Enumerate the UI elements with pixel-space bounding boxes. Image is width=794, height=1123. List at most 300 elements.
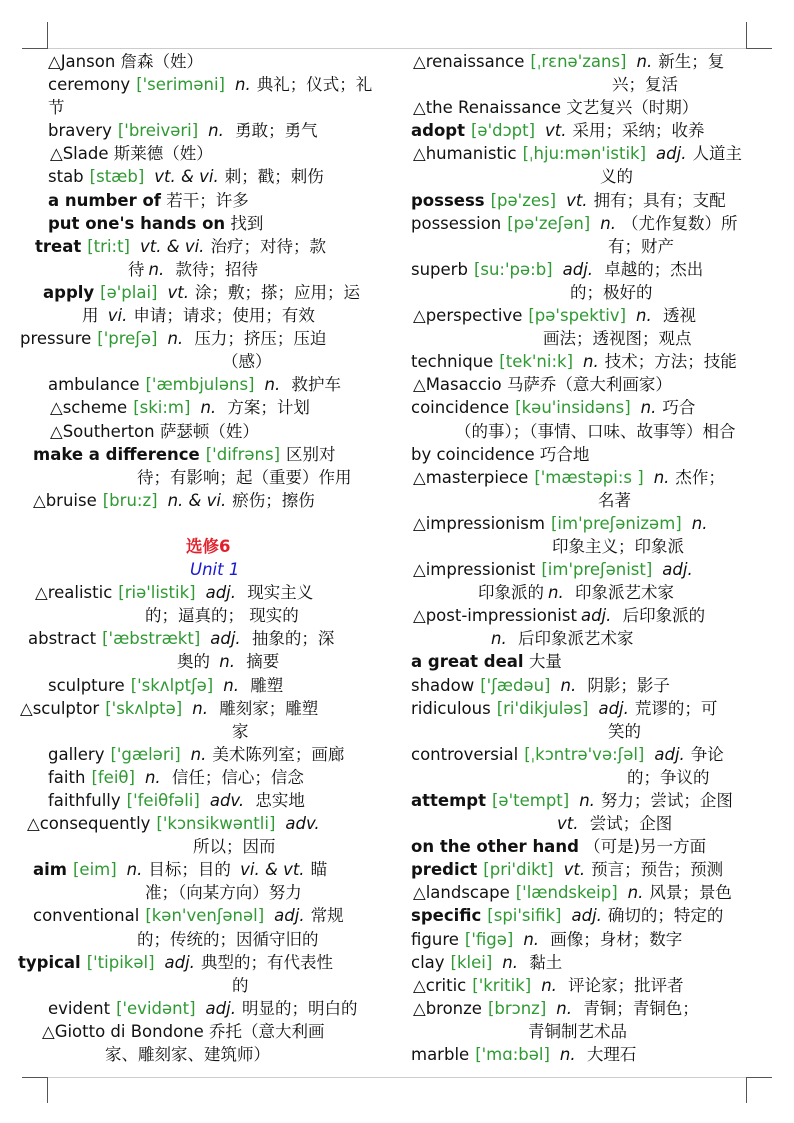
definition: 家: [232, 721, 249, 741]
definition: 马萨乔（意大利画家）: [501, 375, 672, 395]
vocabulary-column-right: [0, 50, 794, 1066]
phonetic: ['skʌlptə]: [105, 698, 183, 718]
headword: △post-impressionist: [413, 606, 577, 626]
definition: 大量: [523, 652, 562, 672]
phonetic: ['figə]: [464, 929, 514, 949]
definition: 画像；身材；数字: [545, 929, 683, 949]
headword: clay: [411, 952, 445, 972]
definition: 找到: [225, 213, 264, 233]
part-of-speech: n.: [636, 52, 653, 71]
part-of-speech: vi.: [107, 306, 128, 326]
headword: gallery: [48, 744, 105, 764]
definition: 后印象派的: [617, 606, 706, 626]
vocab-line: [0, 743, 794, 766]
definition: 斯莱德（姓）: [108, 144, 213, 164]
definition: 典型的；有代表性: [200, 952, 333, 972]
headword: ambulance: [48, 375, 140, 395]
headword: faith: [48, 767, 86, 787]
definition: 涂；敷；搽；应用；运: [194, 282, 360, 302]
part-of-speech: vi. & vt.: [240, 860, 305, 880]
part-of-speech: adj.: [580, 606, 612, 626]
vocab-line: [0, 1043, 794, 1066]
definition: 文艺复兴（时期）: [561, 98, 699, 118]
definition: 典礼；仪式；礼: [256, 75, 373, 95]
phonetic: [im'preʃənizəm]: [550, 513, 682, 533]
phonetic: ['mæstəpi:s ]: [534, 467, 644, 487]
vocab-line: [0, 904, 794, 927]
part-of-speech: n.: [627, 883, 644, 903]
phonetic: [feiθ]: [91, 767, 135, 787]
headword: △Giotto di Bondone: [42, 1021, 204, 1041]
headword: possession: [411, 213, 502, 233]
phonetic: ['kɔnsikwəntli]: [156, 814, 276, 834]
headword: △humanistic: [413, 144, 517, 164]
definition: 印象派艺术家: [569, 583, 674, 603]
headword: △renaissance: [413, 52, 525, 71]
vocab-line: [0, 281, 794, 304]
definition: 常规: [310, 906, 344, 926]
headword: △realistic: [35, 583, 113, 603]
definition: 待: [128, 259, 145, 279]
vocab-line: [0, 165, 794, 188]
vocab-line: [0, 73, 794, 96]
headword: sculpture: [48, 675, 125, 695]
vocab-line: [0, 858, 794, 881]
definition: 现实主义: [242, 583, 314, 603]
headword: adopt: [411, 121, 465, 141]
vocab-line: [0, 420, 794, 443]
part-of-speech: vt. & vi.: [154, 167, 219, 187]
part-of-speech: vt.: [557, 814, 579, 834]
vocab-line: [0, 327, 794, 350]
vocab-line: [0, 604, 794, 627]
part-of-speech: adj.: [205, 583, 236, 603]
headword: bravery: [48, 121, 112, 141]
page-top-rule: [48, 48, 746, 49]
definition: 风景；景色: [649, 883, 732, 903]
headword: △scheme: [50, 398, 128, 418]
part-of-speech: n.: [579, 791, 595, 810]
vocab-line: [0, 720, 794, 743]
definition: 美术陈列室；画廊: [212, 744, 345, 764]
headword: by coincidence: [411, 444, 535, 464]
headword: possess: [411, 190, 485, 210]
definition: 明显的；明白的: [241, 998, 358, 1018]
phonetic: [riə'listik]: [118, 583, 196, 603]
section-title: 选修6: [186, 536, 231, 556]
phonetic: [ˌrɛnə'zans]: [530, 52, 627, 71]
part-of-speech: n.: [583, 352, 599, 372]
headword: ceremony: [48, 75, 131, 95]
vocab-line: [0, 396, 794, 419]
definition: 若干；许多: [160, 190, 249, 210]
definition: 救护车: [286, 375, 341, 395]
part-of-speech: n.: [548, 583, 564, 603]
vocab-line: [0, 881, 794, 904]
vocab-line: [0, 789, 794, 812]
phonetic: ['evidənt]: [116, 998, 196, 1018]
vocab-line: [0, 304, 794, 327]
definition: 的；逼真的； 现实的: [145, 606, 299, 626]
vocab-line: [0, 466, 794, 489]
definition: 乔托（意大利画: [203, 1021, 325, 1041]
headword: marble: [411, 1045, 470, 1065]
part-of-speech: adj.: [571, 906, 602, 926]
definition: 摘要: [240, 652, 280, 672]
vocab-line: [0, 928, 794, 951]
definition: 目标；目的: [148, 860, 237, 880]
phonetic: ['mɑ:bəl]: [475, 1045, 550, 1065]
definition: 黏土: [524, 952, 563, 972]
headword: a number of: [48, 190, 161, 210]
headword: a great deal: [411, 652, 524, 672]
headword: predict: [411, 860, 478, 880]
definition: 尝试；企图: [584, 814, 673, 834]
definition: 区别对: [286, 444, 336, 464]
headword: △impressionist: [413, 560, 536, 580]
part-of-speech: n.: [556, 998, 572, 1018]
vocab-line: [0, 119, 794, 142]
definition: 雕塑: [244, 675, 284, 695]
crop-mark-top-left: [22, 48, 48, 49]
definition: 治疗；对待；款: [210, 236, 326, 256]
part-of-speech: n.: [167, 329, 184, 349]
part-of-speech: adj.: [205, 998, 236, 1018]
definition: 用: [82, 306, 104, 326]
vocab-line: [0, 812, 794, 835]
definition: 努力；尝试；企图: [600, 791, 733, 810]
headword: △Southerton: [50, 421, 155, 441]
definition: 阴影；影子: [582, 675, 670, 695]
phonetic: [bru:z]: [102, 490, 158, 510]
definition: （可是)另一方面: [578, 837, 707, 857]
definition: 瘀伤；擦伤: [232, 490, 315, 510]
definition: 评论家；批评者: [562, 975, 684, 995]
definition: 技术；方法；技能: [604, 352, 737, 372]
part-of-speech: n.: [200, 398, 217, 418]
phonetic: [spi'sifik]: [487, 906, 562, 926]
part-of-speech: n.: [541, 975, 557, 995]
phonetic: [kən'venʃənəl]: [145, 906, 265, 926]
headword: △the Renaissance: [413, 98, 562, 118]
headword: abstract: [28, 629, 97, 649]
phonetic: [stæb]: [89, 167, 145, 187]
vocab-line: [0, 189, 794, 212]
definition: 抽象的；深: [246, 629, 335, 649]
definition: 预言；预告；预测: [591, 860, 724, 880]
page-bottom-rule: [48, 1077, 746, 1078]
part-of-speech: n.: [491, 629, 507, 649]
definition: 压力；挤压；压迫: [189, 329, 327, 349]
part-of-speech: vt.: [167, 282, 189, 302]
part-of-speech: n.: [208, 121, 224, 141]
crop-mark-bottom-right: [746, 1077, 772, 1078]
headword: treat: [35, 236, 82, 256]
headword: evident: [48, 998, 111, 1018]
part-of-speech: n.: [523, 929, 540, 949]
vocab-line: [0, 697, 794, 720]
definition: 的；极好的: [570, 282, 653, 302]
definition: 透视: [657, 306, 696, 326]
part-of-speech: n. & vi.: [167, 490, 227, 510]
crop-mark-bottom-left: [47, 1077, 48, 1103]
definition: 勇敢；勇气: [229, 121, 318, 141]
phonetic: ['preʃə]: [97, 329, 158, 349]
vocab-line: [0, 489, 794, 512]
definition: 的: [232, 975, 249, 995]
phonetic: [ə'plai]: [100, 282, 158, 302]
part-of-speech: vt. & vi.: [140, 236, 205, 256]
headword: △bronze: [413, 998, 482, 1018]
headword: specific: [411, 906, 482, 926]
definition: 青铜制艺术品: [528, 1021, 627, 1041]
definition: 款待；招待: [170, 259, 258, 279]
definition: 名著: [598, 490, 631, 510]
definition: 准；（向某方向）努力: [145, 883, 302, 903]
vocab-line: [0, 535, 794, 558]
part-of-speech: n.: [691, 513, 708, 533]
headword: shadow: [411, 675, 475, 695]
headword: superb: [411, 259, 468, 279]
phonetic: ['gæləri]: [110, 744, 181, 764]
part-of-speech: adj.: [562, 259, 594, 279]
phonetic: ['difrəns]: [205, 444, 281, 464]
phonetic: [pə'spektiv]: [528, 306, 627, 326]
definition: 争论: [690, 744, 724, 764]
phonetic: ['breivəri]: [117, 121, 199, 141]
headword: figure: [411, 929, 459, 949]
headword: typical: [18, 952, 81, 972]
headword: △Masaccio: [413, 375, 502, 395]
definition: 的；传统的；因循守旧的: [137, 929, 319, 949]
headword: △Janson: [48, 52, 116, 71]
phonetic: [ˌhju:mən'istik]: [522, 144, 647, 164]
headword: △sculptor: [20, 698, 100, 718]
headword: coincidence: [411, 398, 510, 418]
definition: （感）: [222, 352, 272, 372]
part-of-speech: adj.: [210, 629, 241, 649]
definition: （的事）；（事情、口味、故事等）相合: [455, 421, 736, 441]
definition: 卓越的；杰出: [599, 259, 704, 279]
part-of-speech: n.: [600, 213, 616, 233]
definition: 家、雕刻家、建筑师）: [105, 1045, 270, 1065]
headword: faithfully: [48, 791, 121, 810]
headword: △impressionism: [413, 513, 545, 533]
headword: stab: [48, 167, 84, 187]
vocab-line: [0, 1020, 794, 1043]
definition: 义的: [600, 167, 633, 187]
headword: put one's hands on: [48, 213, 226, 233]
headword: △bruise: [33, 490, 97, 510]
vocab-line: [0, 997, 794, 1020]
vocab-line: [0, 558, 794, 581]
definition: 的；争议的: [627, 767, 710, 787]
definition: 待；有影响；起（重要）作用: [137, 467, 352, 487]
phonetic: [klei]: [450, 952, 493, 972]
definition: 所以；因而: [193, 837, 276, 857]
phonetic: ['skʌlptʃə]: [130, 675, 214, 695]
part-of-speech: adj.: [656, 144, 687, 164]
vocab-line: [0, 766, 794, 789]
part-of-speech: n.: [144, 767, 161, 787]
phonetic: ['feiθfəli]: [126, 791, 200, 810]
part-of-speech: adj.: [274, 906, 305, 926]
definition: 笑的: [608, 721, 641, 741]
vocab-line: [0, 235, 794, 258]
part-of-speech: n.: [560, 675, 577, 695]
part-of-speech: n.: [219, 652, 235, 672]
phonetic: ['seriməni]: [136, 75, 225, 95]
part-of-speech: n.: [653, 467, 670, 487]
definition: 人道主: [692, 144, 742, 164]
crop-mark-bottom-left: [22, 1077, 48, 1078]
headword: attempt: [411, 791, 486, 810]
vocab-line: [0, 650, 794, 673]
definition: 印象派的: [478, 583, 544, 603]
vocab-line: [0, 373, 794, 396]
part-of-speech: n.: [640, 398, 657, 418]
phonetic: ['æmbjuləns]: [145, 375, 255, 395]
vocab-line: [0, 50, 794, 73]
phonetic: ['lændskeip]: [515, 883, 618, 903]
vocab-line: [0, 212, 794, 235]
headword: aim: [33, 860, 67, 880]
part-of-speech: n.: [192, 698, 208, 718]
vocab-line: [0, 96, 794, 119]
definition: 瞄: [310, 860, 328, 880]
part-of-speech: n.: [223, 675, 239, 695]
phonetic: [kəu'insidəns]: [515, 398, 631, 418]
headword: conventional: [33, 906, 140, 926]
definition: 申请；请求；使用；有效: [133, 306, 315, 326]
headword: △landscape: [413, 883, 510, 903]
crop-mark-top-left: [47, 22, 48, 49]
definition: 节: [48, 98, 65, 118]
part-of-speech: adv.: [209, 791, 245, 810]
definition: 信任；信心；信念: [166, 767, 304, 787]
phonetic: [ə'tempt]: [492, 791, 570, 810]
phonetic: [ri'dikjuləs]: [496, 698, 589, 718]
part-of-speech: adj.: [662, 560, 693, 580]
phonetic: [im'preʃənist]: [541, 560, 653, 580]
phonetic: [pri'dikt]: [483, 860, 554, 880]
part-of-speech: n.: [148, 259, 165, 279]
part-of-speech: adj.: [164, 952, 195, 972]
headword: apply: [43, 282, 95, 302]
definition: 荒谬的；可: [634, 698, 718, 718]
vocab-line: [0, 581, 794, 604]
part-of-speech: n.: [264, 375, 281, 395]
phonetic: [pə'zes]: [490, 190, 557, 210]
vocab-line: [0, 674, 794, 697]
part-of-speech: vt.: [566, 190, 588, 210]
part-of-speech: n.: [559, 1045, 576, 1065]
headword: △consequently: [27, 814, 151, 834]
definition: 后印象派艺术家: [512, 629, 634, 649]
phonetic: ['ʃædəu]: [480, 675, 551, 695]
phonetic: [su:'pə:b]: [473, 259, 553, 279]
definition: 拥有；具有；支配: [593, 190, 726, 210]
crop-mark-bottom-right: [746, 1077, 747, 1103]
definition: （尤作复数）所: [621, 213, 738, 233]
part-of-speech: n.: [502, 952, 518, 972]
part-of-speech: vt.: [545, 121, 567, 141]
definition: 刺；戳；刺伤: [224, 167, 324, 187]
unit-title: Unit 1: [190, 560, 240, 580]
part-of-speech: adv.: [285, 814, 320, 834]
vocab-line: [0, 974, 794, 997]
phonetic: [brɔnz]: [487, 998, 547, 1018]
definition: 画法；透视图；观点: [543, 329, 692, 349]
phonetic: [tek'ni:k]: [499, 352, 574, 372]
definition: 詹森（姓）: [115, 52, 204, 71]
part-of-speech: n.: [234, 75, 251, 95]
part-of-speech: adj.: [654, 744, 685, 764]
definition: 巧合地: [534, 444, 590, 464]
headword: on the other hand: [411, 837, 579, 857]
vocab-line: [0, 258, 794, 281]
part-of-speech: vt.: [563, 860, 586, 880]
definition: 采用；采纳；收养: [572, 121, 705, 141]
phonetic: [pə'zeʃən]: [507, 213, 591, 233]
definition: 奥的: [177, 652, 216, 672]
phonetic: [ski:m]: [133, 398, 191, 418]
definition: 兴；复活: [612, 75, 678, 95]
headword: ridiculous: [411, 698, 491, 718]
definition: 萨瑟顿（姓）: [154, 421, 259, 441]
headword: △Slade: [50, 144, 109, 164]
headword: △masterpiece: [413, 467, 529, 487]
vocab-line: [0, 142, 794, 165]
headword: technique: [411, 352, 494, 372]
phonetic: [eim]: [72, 860, 117, 880]
definition: 雕刻家；雕塑: [213, 698, 319, 718]
part-of-speech: n.: [636, 306, 652, 326]
phonetic: [ə'dɔpt]: [470, 121, 536, 141]
headword: pressure: [20, 329, 92, 349]
definition: 杰作；: [675, 467, 725, 487]
phonetic: ['kritik]: [472, 975, 532, 995]
vocab-line: [0, 951, 794, 974]
phonetic: ['tipikəl]: [86, 952, 155, 972]
headword: controversial: [411, 744, 519, 764]
definition: 大理石: [581, 1045, 637, 1065]
crop-mark-top-right: [746, 22, 747, 49]
part-of-speech: adj.: [598, 698, 629, 718]
crop-mark-top-right: [746, 48, 772, 49]
part-of-speech: n.: [190, 744, 207, 764]
vocab-line: [0, 835, 794, 858]
definition: 确切的；特定的: [607, 906, 724, 926]
vocab-line: [0, 350, 794, 373]
definition: 巧合: [662, 398, 696, 418]
vocab-line: [0, 512, 794, 535]
definition: 有；财产: [608, 236, 674, 256]
definition: 印象主义；印象派: [552, 536, 684, 556]
phonetic: ['æbstrækt]: [102, 629, 201, 649]
definition: 新生；复: [658, 52, 725, 71]
headword: △critic: [413, 975, 467, 995]
definition: 青铜；青铜色；: [577, 998, 699, 1018]
vocab-line: [0, 627, 794, 650]
part-of-speech: n.: [126, 860, 143, 880]
definition: 方案；计划: [222, 398, 310, 418]
vocab-line: [0, 443, 794, 466]
headword: △perspective: [413, 306, 523, 326]
phonetic: [ˌkɔntrə'və:ʃəl]: [524, 744, 645, 764]
definition: 忠实地: [250, 791, 305, 810]
headword: make a difference: [33, 444, 200, 464]
